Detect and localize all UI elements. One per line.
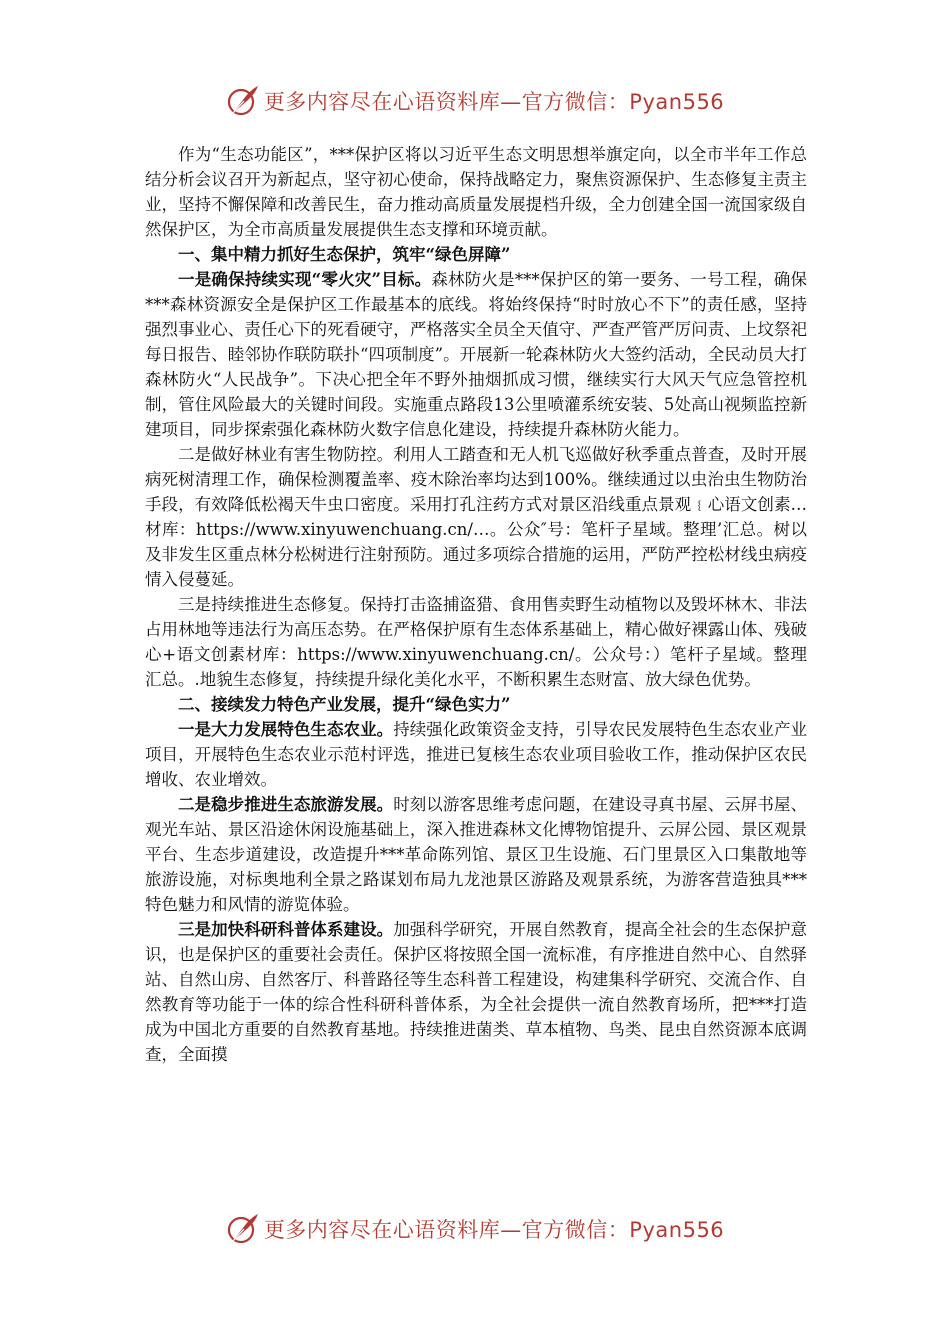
header-watermark xyxy=(0,83,950,119)
paragraph-fire-prevention: 一是确保持续实现“零火灾”目标。森林防火是***保护区的第一要务、一号工程，确保***森林资源安全是保护区工作最基本的底线。将始终保持“时时放心不下”的责任感，坚持强烈事业心、责任心下的死看硬守，严格落实全员全天值守、严查严管严厉问责、上坟祭祀每日报告、睦邻协作联防联扑“四项制度”。开展新一轮森林防火大签约活动，全民动员大打森林防火“人民战争”。下决心把全年不野外抽烟抓成习惯，继续实行大风天气应急管控机制，管住风险最大的关键时间段。实施重点路段13公里喷灌系统安装、5处高山视频监控新建项目，同步探索强化森林防火数字信息化建设，持续提升森林防火能力。 xyxy=(145,270,808,439)
paragraph-science-education: 三是加快科研科普体系建设。加强科学研究，开展自然教育，提高全社会的生态保护意识，也是保护区的重要社会责任。保护区将按照全国一流标准，有序推进自然中心、自然驿站、自然山房、自然客厅、科普路径等生态科普工程建设，构建集科学研究、交流合作、自然教育等功能于一体的综合性科研科普体系，为全社会提供一流自然教育场所，把***打造成为中国北方重要的自然教育基地。持续推进菌类、草本植物、鸟类、昆虫自然资源本底调查，全面摸 xyxy=(145,920,808,1064)
intro-paragraph: 作为“生态功能区”，***保护区将以习近平生态文明思想举旗定向，以全市半年工作总结分析会议召开为新起点，坚守初心使命，保持战略定力，聚焦资源保护、生态修复主责主业，坚持不懈保障和改善民生，奋力推动高质量发展提档升级，全力创建全国一流国家级自然保护区，为全市高质量发展提供生态支撑和环境贡献。 xyxy=(145,145,807,239)
section-heading-1: 一、集中精力抓好生态保护，筑牢“绿色屏障” xyxy=(178,245,511,264)
paragraph-pest-control: 二是做好林业有害生物防控。利用人工踏查和无人机飞巡做好秋季重点普查，及时开展病死树清理工作，确保检测覆盖率、疫木除治率均达到100%。继续通过以虫治虫生物防治手段，有效降低松褐天牛虫口密度。采用打孔注药方式对景区沿线重点景观﹛心语文创素…材库：https://www.xinyuwenchuang.cn/…。公众″号：笔杆子星域。整理’汇总。树以及非发生区重点林分松树进行注射预防。通过多项综合措施的运用，严防严控松材线虫病疫情入侵蔓延。 xyxy=(145,445,807,589)
watermark-text: 更多内容尽在心语资料库—官方微信：Pyan556 xyxy=(263,1218,725,1242)
quill-logo-icon xyxy=(226,84,260,118)
section-heading-2: 二、接续发力特色产业发展，提升“绿色实力” xyxy=(178,695,511,714)
watermark-text: 更多内容尽在心语资料库—官方微信：Pyan556 xyxy=(263,90,725,114)
paragraph-ecological-restoration: 三是持续推进生态修复。保持打击盗捕盗猎、食用售卖野生动植物以及毁坏林木、非法占用林地等违法行为高压态势。在严格保护原有生态体系基础上，精心做好裸露山体、残破心+语文创素材库：https://www.xinyuwenchuang.cn/。公众号：）笔杆子星域。整理汇总。.地貌生态修复，持续提升绿化美化水平，不断积累生态财富、放大绿色优势。 xyxy=(145,595,807,689)
quill-logo-icon xyxy=(226,1212,260,1246)
document-body xyxy=(145,142,807,1067)
paragraph-eco-agriculture: 一是大力发展特色生态农业。持续强化政策资金支持，引导农民发展特色生态农业产业项目，开展特色生态农业示范村评选，推进已复核生态农业项目验收工作，推动保护区农民增收、农业增效。 xyxy=(145,720,808,789)
footer-watermark xyxy=(0,1211,950,1247)
paragraph-eco-tourism: 二是稳步推进生态旅游发展。时刻以游客思维考虑问题，在建设寻真书屋、云屏书屋、观光车站、景区沿途休闲设施基础上，深入推进森林文化博物馆提升、云屏公园、景区观景平台、生态步道建设，改造提升***革命陈列馆、景区卫生设施、石门里景区入口集散地等旅游设施，对标奥地利全景之路谋划布局九龙池景区游路及观景系统，为游客营造独具***特色魅力和风情的游览体验。 xyxy=(145,795,808,914)
